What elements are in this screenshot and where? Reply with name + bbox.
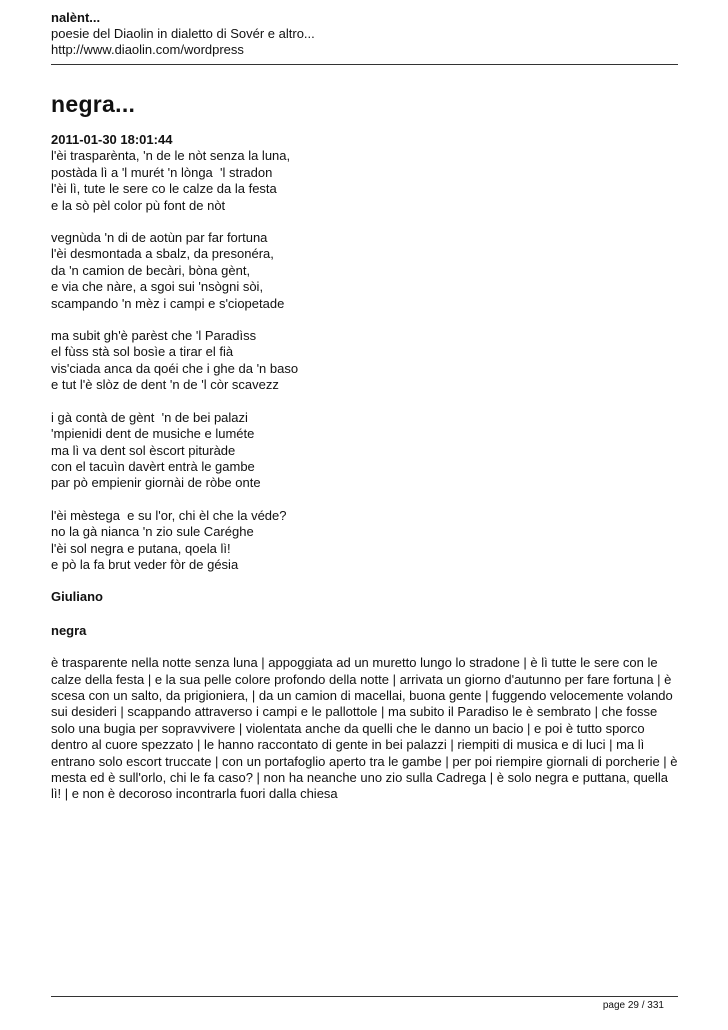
stanza	[51, 148, 681, 214]
document-header	[51, 9, 681, 58]
verse-line: scampando 'n mèz i campi e s'ciopetade	[51, 295, 285, 311]
verse-line: l'èi trasparènta, 'n de le nòt senza la luna,	[51, 148, 291, 164]
verse-line: e tut l'è slòz de dent 'n de 'l còr scavezz	[51, 377, 279, 393]
verse-line: 'mpienidi dent de musiche e luméte	[51, 426, 255, 442]
verse-line: vegnùda 'n di de aotùn par far fortuna	[51, 230, 268, 246]
site-title: nalènt...	[51, 10, 101, 25]
verse-line: e via che nàre, a sgoi sui 'nsògni sòi,	[51, 279, 264, 295]
footer-divider	[51, 996, 678, 997]
stanza	[51, 230, 681, 312]
post-date: 2011-01-30 18:01:44	[51, 132, 173, 147]
verse-line: l'èi lì, tute le sere co le calze da la festa	[51, 181, 277, 197]
verse-line: e pò la fa brut veder fòr de gésia	[51, 556, 239, 572]
verse-line: el fùss stà sol bosìe a tirar el fià	[51, 344, 234, 360]
verse-line: e la sò pèl color pù font de nòt	[51, 197, 226, 213]
translation-text: è trasparente nella notte senza luna | appoggiata ad un muretto lungo lo stradone | è lì tutte le sere con le calze della festa | e la sua pelle colore profondo della notte | arrivata un giorno d'autunno per fare fortuna | è scesa con un salto, da prigioniera, | da un camion di macellai, buona gente | fuggendo velocemente volando sui desideri | scappando attraverso i campi e le pallottole | ma subito il Paradiso le è sembrato | che fosse solo una bugia per sopravvivere | violentata anche da quelli che le danno un bacio | e poi è tutto sporco dentro al cuore spezzato | le hanno raccontato di gente in bei palazzi | riempiti di musica e di luci | ma lì entrano solo escort truccate | con un portafoglio aperto tra le gambe | per poi riempire giornali di porcherie | è mesta ed è sull'orlo, chi le fa caso? | non ha neanche uno zio sulla Cadrega | è solo negra e puttana, quella lì! | e non è decoroso incontrarla fuori dalla chiesa	[51, 655, 678, 802]
verse-line: l'èi sol negra e putana, qoela lì!	[51, 540, 231, 556]
verse-line: no la gà nianca 'n zio sule Caréghe	[51, 524, 254, 540]
translation-title: negra	[51, 622, 87, 638]
verse-line: ma lì va dent sol èscort pituràde	[51, 442, 236, 458]
stanza	[51, 508, 681, 574]
verse-line: par pò empienir giornài de ròbe onte	[51, 475, 261, 491]
post-content	[51, 132, 681, 803]
verse-line: l'èi mèstega e su l'or, chi èl che la véde?	[51, 507, 287, 523]
verse-line: l'èi desmontada a sbalz, da presonéra,	[51, 246, 274, 262]
author-name: Giuliano	[51, 589, 103, 605]
verse-line: i gà contà de gènt 'n de bei palazi	[51, 409, 248, 425]
header-divider	[51, 64, 678, 65]
stanza	[51, 328, 681, 394]
post-title: negra...	[51, 91, 136, 117]
page-number: page 29 / 331	[602, 1000, 664, 1011]
verse-line: ma subit gh'è parèst che 'l Paradìss	[51, 328, 257, 344]
stanza	[51, 410, 681, 492]
site-url: http://www.diaolin.com/wordpress	[51, 42, 244, 57]
verse-line: da 'n camion de becàri, bòna gènt,	[51, 262, 251, 278]
site-subtitle: poesie del Diaolin in dialetto di Sovér e altro...	[51, 26, 315, 41]
verse-line: postàda lì a 'l murét 'n lònga 'l stradon	[51, 164, 273, 180]
verse-line: vis'ciada anca da qoéi che i ghe da 'n baso	[51, 360, 299, 376]
verse-line: con el tacuìn davèrt entrà le gambe	[51, 458, 255, 474]
